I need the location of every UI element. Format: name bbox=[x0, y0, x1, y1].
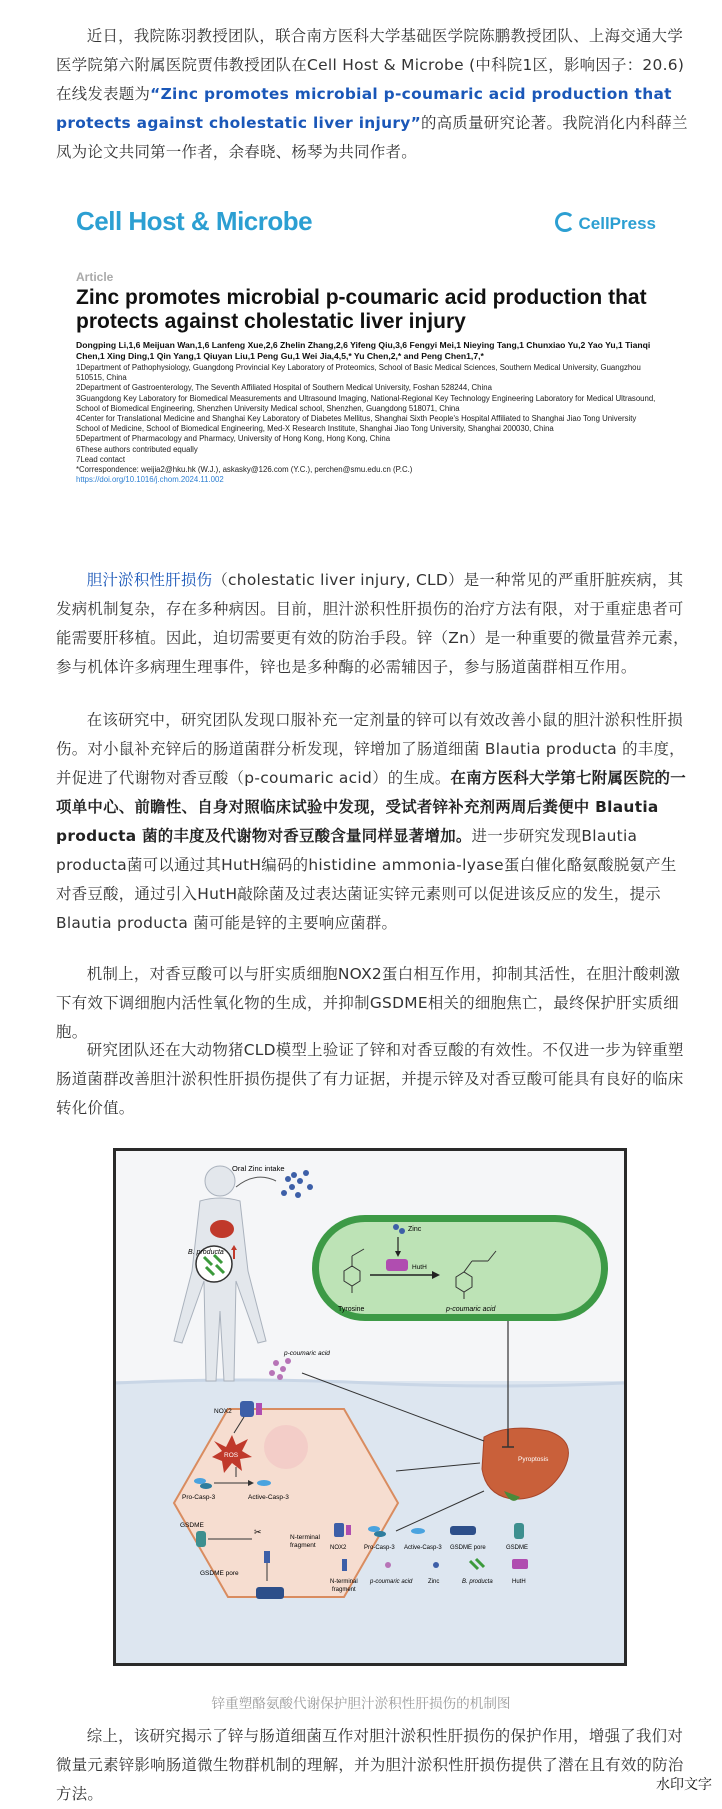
svg-text:p-coumaric acid: p-coumaric acid bbox=[446, 1306, 496, 1313]
liver-small-icon bbox=[210, 1220, 234, 1238]
svg-text:p-coumaric acid: p-coumaric acid bbox=[370, 1579, 413, 1585]
nox2-label: NOX2 bbox=[214, 1408, 232, 1415]
zinc-label: Zinc bbox=[408, 1226, 422, 1233]
svg-text:N-terminal: N-terminal bbox=[290, 1534, 320, 1541]
doi-link[interactable]: https://doi.org/10.1016/j.chom.2024.11.002 bbox=[76, 475, 224, 485]
paper-title: Zinc promotes microbial p-coumaric acid production that protects against cholestatic liver injury bbox=[76, 286, 647, 333]
gsdme-icon bbox=[196, 1531, 206, 1547]
svg-text:GSDME: GSDME bbox=[180, 1522, 204, 1529]
mechanism-diagram bbox=[116, 1151, 624, 1663]
svg-text:NOX2: NOX2 bbox=[330, 1545, 347, 1551]
svg-text:fragment: fragment bbox=[290, 1542, 316, 1549]
active-casp3-icon bbox=[257, 1480, 271, 1486]
svg-text:Active-Casp-3: Active-Casp-3 bbox=[404, 1545, 442, 1551]
pyroptosis-label: Pyroptosis bbox=[518, 1456, 549, 1463]
svg-text:p-coumaric acid: p-coumaric acid bbox=[284, 1350, 330, 1357]
paragraph-validation: 研究团队还在大动物猪CLD模型上验证了锌和对香豆酸的有效性。不仅进一步为锌重塑肠道菌群改善胆汁淤积性肝损伤提供了有力证据，并提示锌及对香豆酸可能具有良好的临床转化价值。 bbox=[56, 1041, 684, 1117]
gsdme-pore-icon bbox=[256, 1587, 284, 1599]
svg-text:Pro-Casp-3: Pro-Casp-3 bbox=[364, 1545, 395, 1551]
svg-text:HutH: HutH bbox=[512, 1579, 526, 1585]
article-title-link[interactable]: “Zinc promotes microbial p-coumaric acid production that protects against cholestatic liver injury” bbox=[56, 85, 672, 132]
paper-header-image bbox=[76, 200, 656, 540]
b-producta-label: B. producta bbox=[188, 1249, 224, 1256]
paragraph-mechanism: 机制上，对香豆酸可以与肝实质细胞NOX2蛋白相互作用，抑制其活性，在胆汁酸刺激下有效下调细胞内活性氧化物的生成，并抑制GSDME相关的细胞焦亡，最终保护肝实质细胞。 bbox=[56, 965, 681, 1041]
figure-caption: 锌重塑酪氨酸代谢保护胆汁淤积性肝损伤的机制图 bbox=[211, 1696, 511, 1712]
svg-text:N-terminal: N-terminal bbox=[330, 1579, 358, 1585]
svg-text:GSDME pore: GSDME pore bbox=[200, 1570, 239, 1577]
svg-text:fragment: fragment bbox=[332, 1587, 356, 1593]
oral-zinc-label: Oral Zinc intake bbox=[232, 1164, 285, 1173]
paper-affiliations: 1Department of Pathophysiology, Guangdong Provincial Key Laboratory of Proteomics, School of Basic Medical Sciences, Southern Medical University, Guangzhou 510515, China 2Department of Gastroenterology, The Seventh Affiliated Hospital of Southern Medical University, Foshan 528244, China 3Guangdong Key Laboratory for Biomedical Measurements and Ultrasound Imaging, National-Regional Key Technology Engineering Laboratory for Medical Ultrasound, School of Biomedical Engineering, Shenzhen University Medical school, Shenzhen, Guangdong 518071, China 4Center for Translational Medicine and Shanghai Key Laboratory of Diabetes Mellitus, Shanghai Sixth People's Hospital Affiliated to Shanghai Jiao Tong University School of Medicine, School of Biomedical Engineering, Med-X Research Institute, Shanghai Jiao Tong University, Shanghai 200030, China 5Department of Pharmacology and Pharmacy, University of Hong Kong, Hong Kong, China 6These authors contributed equally 7Lead contact *Correspondence: weijia2@hku.hk (W.J.), askasky@126.com (Y.C.), perchen@smu.edu.cn (P.C.) https://doi.org/10.1016/j.chom.2024.11.002 bbox=[76, 363, 656, 485]
paragraph-summary: 综上，该研究揭示了锌与肠道细菌互作对胆汁淤积性肝损伤的保护作用，增强了我们对微量元素锌影响肠道微生物群机制的理解，并为胆汁淤积性肝损伤提供了潜在且有效的防治方法。 bbox=[56, 1727, 684, 1803]
svg-text:Active-Casp-3: Active-Casp-3 bbox=[248, 1494, 289, 1501]
journal-name: Cell Host & Microbe bbox=[76, 206, 313, 236]
svg-text:GSDME pore: GSDME pore bbox=[450, 1545, 486, 1551]
paragraph-study: 在该研究中，研究团队发现口服补充一定剂量的锌可以有效改善小鼠的胆汁淤积性肝损伤。对小鼠补充锌后的肠道菌群分析发现，锌增加了肠道细菌 Blautia producta 的丰度，并促进了代谢物对香豆酸（p-coumaric acid）的生成。在南方医科大学第七附属医院的一项单中心、前瞻性、自身对照临床试验中发现，受试者锌补充剂两周后粪便中 Blautia producta 菌的丰度及代谢物对香豆酸含量同样显著增加。进一步研究发现Blautia producta菌可以通过其HutH编码的histidine ammonia-lyase蛋白催化酪氨酸脱氨产生对香豆酸，通过引入HutH敲除菌及过表达菌证实锌元素则可以促进该反应的发生，提示Blautia producta 菌可能是锌的主要响应菌群。 bbox=[56, 711, 686, 932]
correspondence: *Correspondence: weijia2@hku.hk (W.J.), askasky@126.com (Y.C.), perchen@smu.edu.cn (P.C.) bbox=[76, 465, 413, 475]
intro-paragraph: 近日，我院陈羽教授团队，联合南方医科大学基础医学院陈鹏教授团队、上海交通大学医学院第六附属医院贾伟教授团队在Cell Host & Microbe (中科院1区，影响因子：20.6) 在线发表题为“Zinc promotes microbial p-coumaric acid production that protects against cholestatic liver injury”的高质量研究论著。我院消化内科薛兰凤为论文共同第一作者，余春晓、杨琴为共同作者。 bbox=[56, 27, 688, 161]
cld-term-link[interactable]: 胆汁淤积性肝损伤 bbox=[86, 571, 213, 589]
cellpress-icon bbox=[555, 212, 575, 232]
scissors-icon: ✂ bbox=[254, 1527, 262, 1537]
huth-enzyme-icon bbox=[386, 1259, 408, 1271]
nox2-icon bbox=[240, 1401, 254, 1417]
svg-text:Pro-Casp-3: Pro-Casp-3 bbox=[182, 1494, 216, 1501]
watermark-text: 水印文字 bbox=[656, 1777, 712, 1793]
svg-text:ROS: ROS bbox=[224, 1452, 239, 1459]
svg-text:Zinc: Zinc bbox=[428, 1579, 440, 1585]
svg-text:GSDME: GSDME bbox=[506, 1545, 529, 1551]
svg-text:Tyrosine: Tyrosine bbox=[338, 1306, 365, 1313]
svg-text:HutH: HutH bbox=[412, 1264, 427, 1271]
mechanism-figure bbox=[113, 1148, 627, 1666]
paper-authors: Dongping Li,1,6 Meijuan Wan,1,6 Lanfeng Xue,2,6 Zhelin Zhang,2,6 Yifeng Qiu,3,6 Fengyi Mei,1 Nieying Tang,1 Chunxiao Yu,2 Yao Yu,1 Tianqi Chen,1 Xing Ding,1 Qin Yang,1 Qiuyan Liu,1 Peng Gu,1 Wei Jia,4,5,* Yu Chen,2,* and Peng Chen1,7,* bbox=[76, 340, 651, 361]
article-label: Article bbox=[76, 270, 114, 284]
svg-text:B. producta: B. producta bbox=[462, 1579, 493, 1585]
paragraph-cld: 胆汁淤积性肝损伤（cholestatic liver injury, CLD）是一种常见的严重肝脏疾病，其发病机制复杂，存在多种病因。目前，胆汁淤积性肝损伤的治疗方法有限，对于重症患者可能需要肝移植。因此，迫切需要更有效的防治手段。锌（Zn）是一种重要的微量营养元素，参与机体许多病理生理事件，锌也是多种酶的必需辅因子，参与肠道菌群相互作用。 bbox=[56, 571, 689, 676]
cellpress-logo: CellPress bbox=[555, 212, 657, 234]
